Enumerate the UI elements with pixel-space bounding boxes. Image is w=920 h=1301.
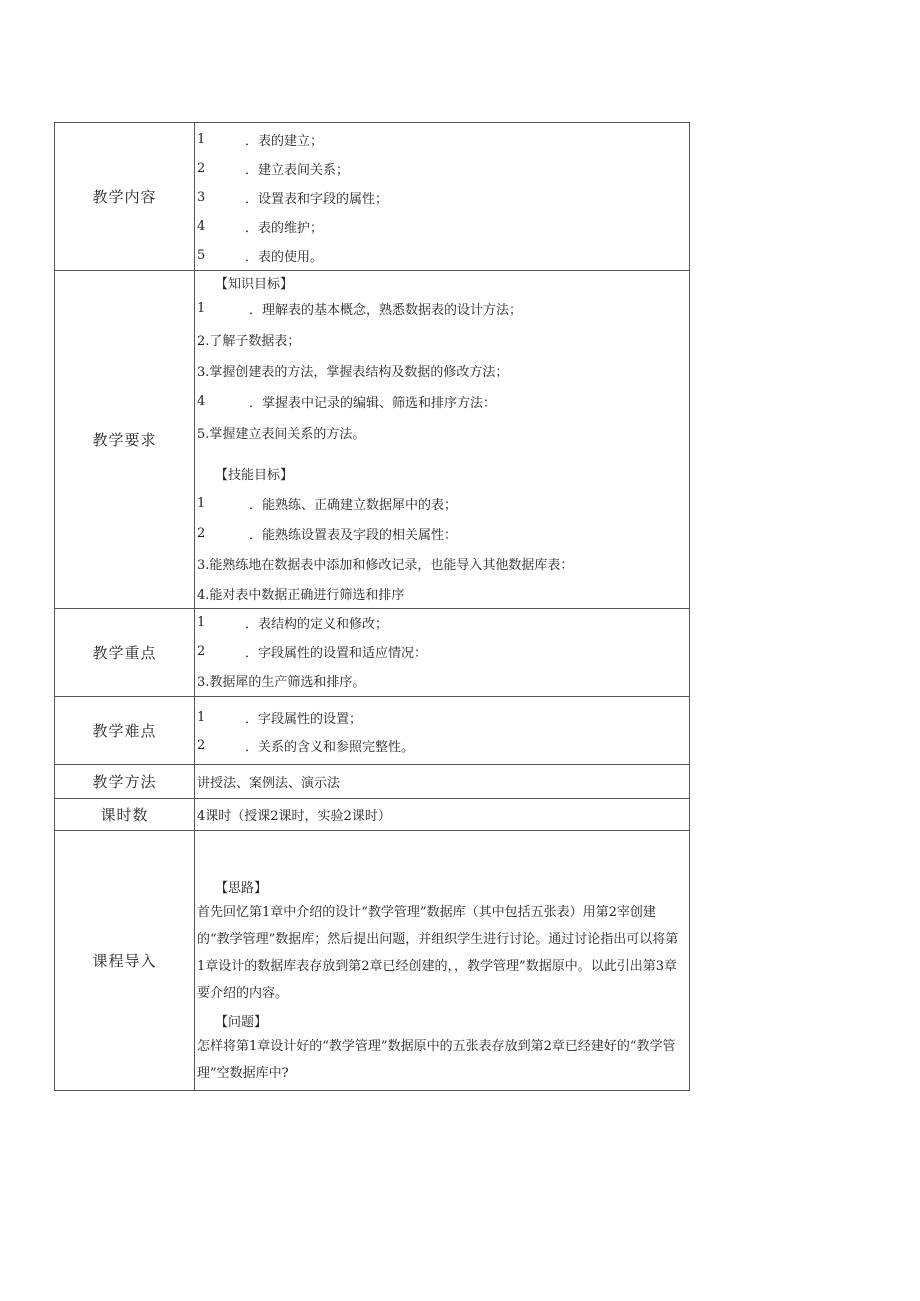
label-hours: 课时数 — [55, 799, 195, 831]
list-item: 3.掌握创建表的方法，掌握表结构及数据的修改方法； — [197, 365, 509, 380]
skill-heading: 【技能目标】 — [215, 467, 294, 483]
list-item: 5.掌握建立表间关系的方法。 — [197, 427, 366, 442]
label-key-points: 教学重点 — [55, 609, 195, 697]
label-methods: 教学方法 — [55, 765, 195, 799]
row-intro — [55, 831, 690, 1091]
idea-heading: 【思路】 — [215, 880, 268, 896]
row-requirements — [55, 271, 690, 609]
question-paragraph: 怎样将第1章设计好的“教学管理”数据原中的五张表存放到第2章已经建好的“教学管理”空数据库中? — [197, 1039, 676, 1081]
list-item: 1 ．字段属性的设置； — [197, 709, 363, 727]
idea-paragraph: 首先回忆第1章中介绍的设计“教学管理”数据库（其中包括五张表）用第2宰创建的“教学管理”数据库；然后提出问题，并组织学生进行讨论。通过讨论指出可以将第1章设计的数据库表存放到第2章已经创建的，，教学管理”数据原中。以此引出第3章要介绍的内容。 — [197, 905, 679, 1001]
list-item: 2 ．关系的含义和参照完整性。 — [197, 737, 415, 755]
lesson-plan-table — [54, 122, 690, 1091]
list-item: 2 ．字段属性的设置和适应情况： — [197, 643, 428, 661]
label-intro: 课程导入 — [55, 831, 195, 1091]
requirements-cell — [195, 271, 690, 609]
question-heading: 【问题】 — [215, 1014, 268, 1030]
list-item: 3 ．设置表和字段的属性； — [197, 190, 389, 207]
knowledge-heading: 【知识目标】 — [215, 276, 294, 292]
list-item: 4.能对表中数据正确进行筛选和排序 — [197, 587, 405, 603]
hours-cell: 4课时（授课2课时，实验2课时） — [195, 799, 690, 831]
list-item: 2.了解子数据表； — [197, 334, 301, 349]
label-content: 教学内容 — [55, 123, 195, 271]
difficulties-cell — [195, 697, 690, 765]
list-item: 2 ．能熟练设置表及字段的相关属性： — [197, 525, 458, 543]
row-key-points — [55, 609, 690, 697]
row-content — [55, 123, 690, 271]
row-methods — [55, 765, 690, 799]
intro-cell — [195, 831, 690, 1091]
row-hours — [55, 799, 690, 831]
content-cell — [195, 123, 690, 271]
list-item: 3.能熟练地在数据表中添加和修改记录，也能导入其他数据库表： — [197, 557, 574, 573]
list-item: 4 ．表的维护； — [197, 219, 324, 236]
list-item: 1 ．表结构的定义和修改； — [197, 615, 389, 632]
label-difficulties: 教学难点 — [55, 697, 195, 765]
row-difficulties — [55, 697, 690, 765]
list-item: 1 ．理解表的基本概念，熟悉数据表的设计方法； — [197, 301, 523, 318]
list-item: 5 ．表的使用。 — [197, 248, 324, 265]
methods-cell: 讲授法、案例法、演示法 — [195, 765, 690, 799]
list-item: 2 ．建立表间关系； — [197, 161, 350, 178]
key-points-cell — [195, 609, 690, 697]
list-item: 3.教据犀的生产筛选和排序。 — [197, 674, 366, 690]
label-requirements: 教学要求 — [55, 271, 195, 609]
list-item: 4 ．掌握表中记录的编辑、筛选和排序方法： — [197, 394, 497, 411]
list-item: 1 ．能熟练、正确建立数据犀中的表； — [197, 495, 458, 513]
list-item: 1 ．表的建立； — [197, 132, 324, 149]
